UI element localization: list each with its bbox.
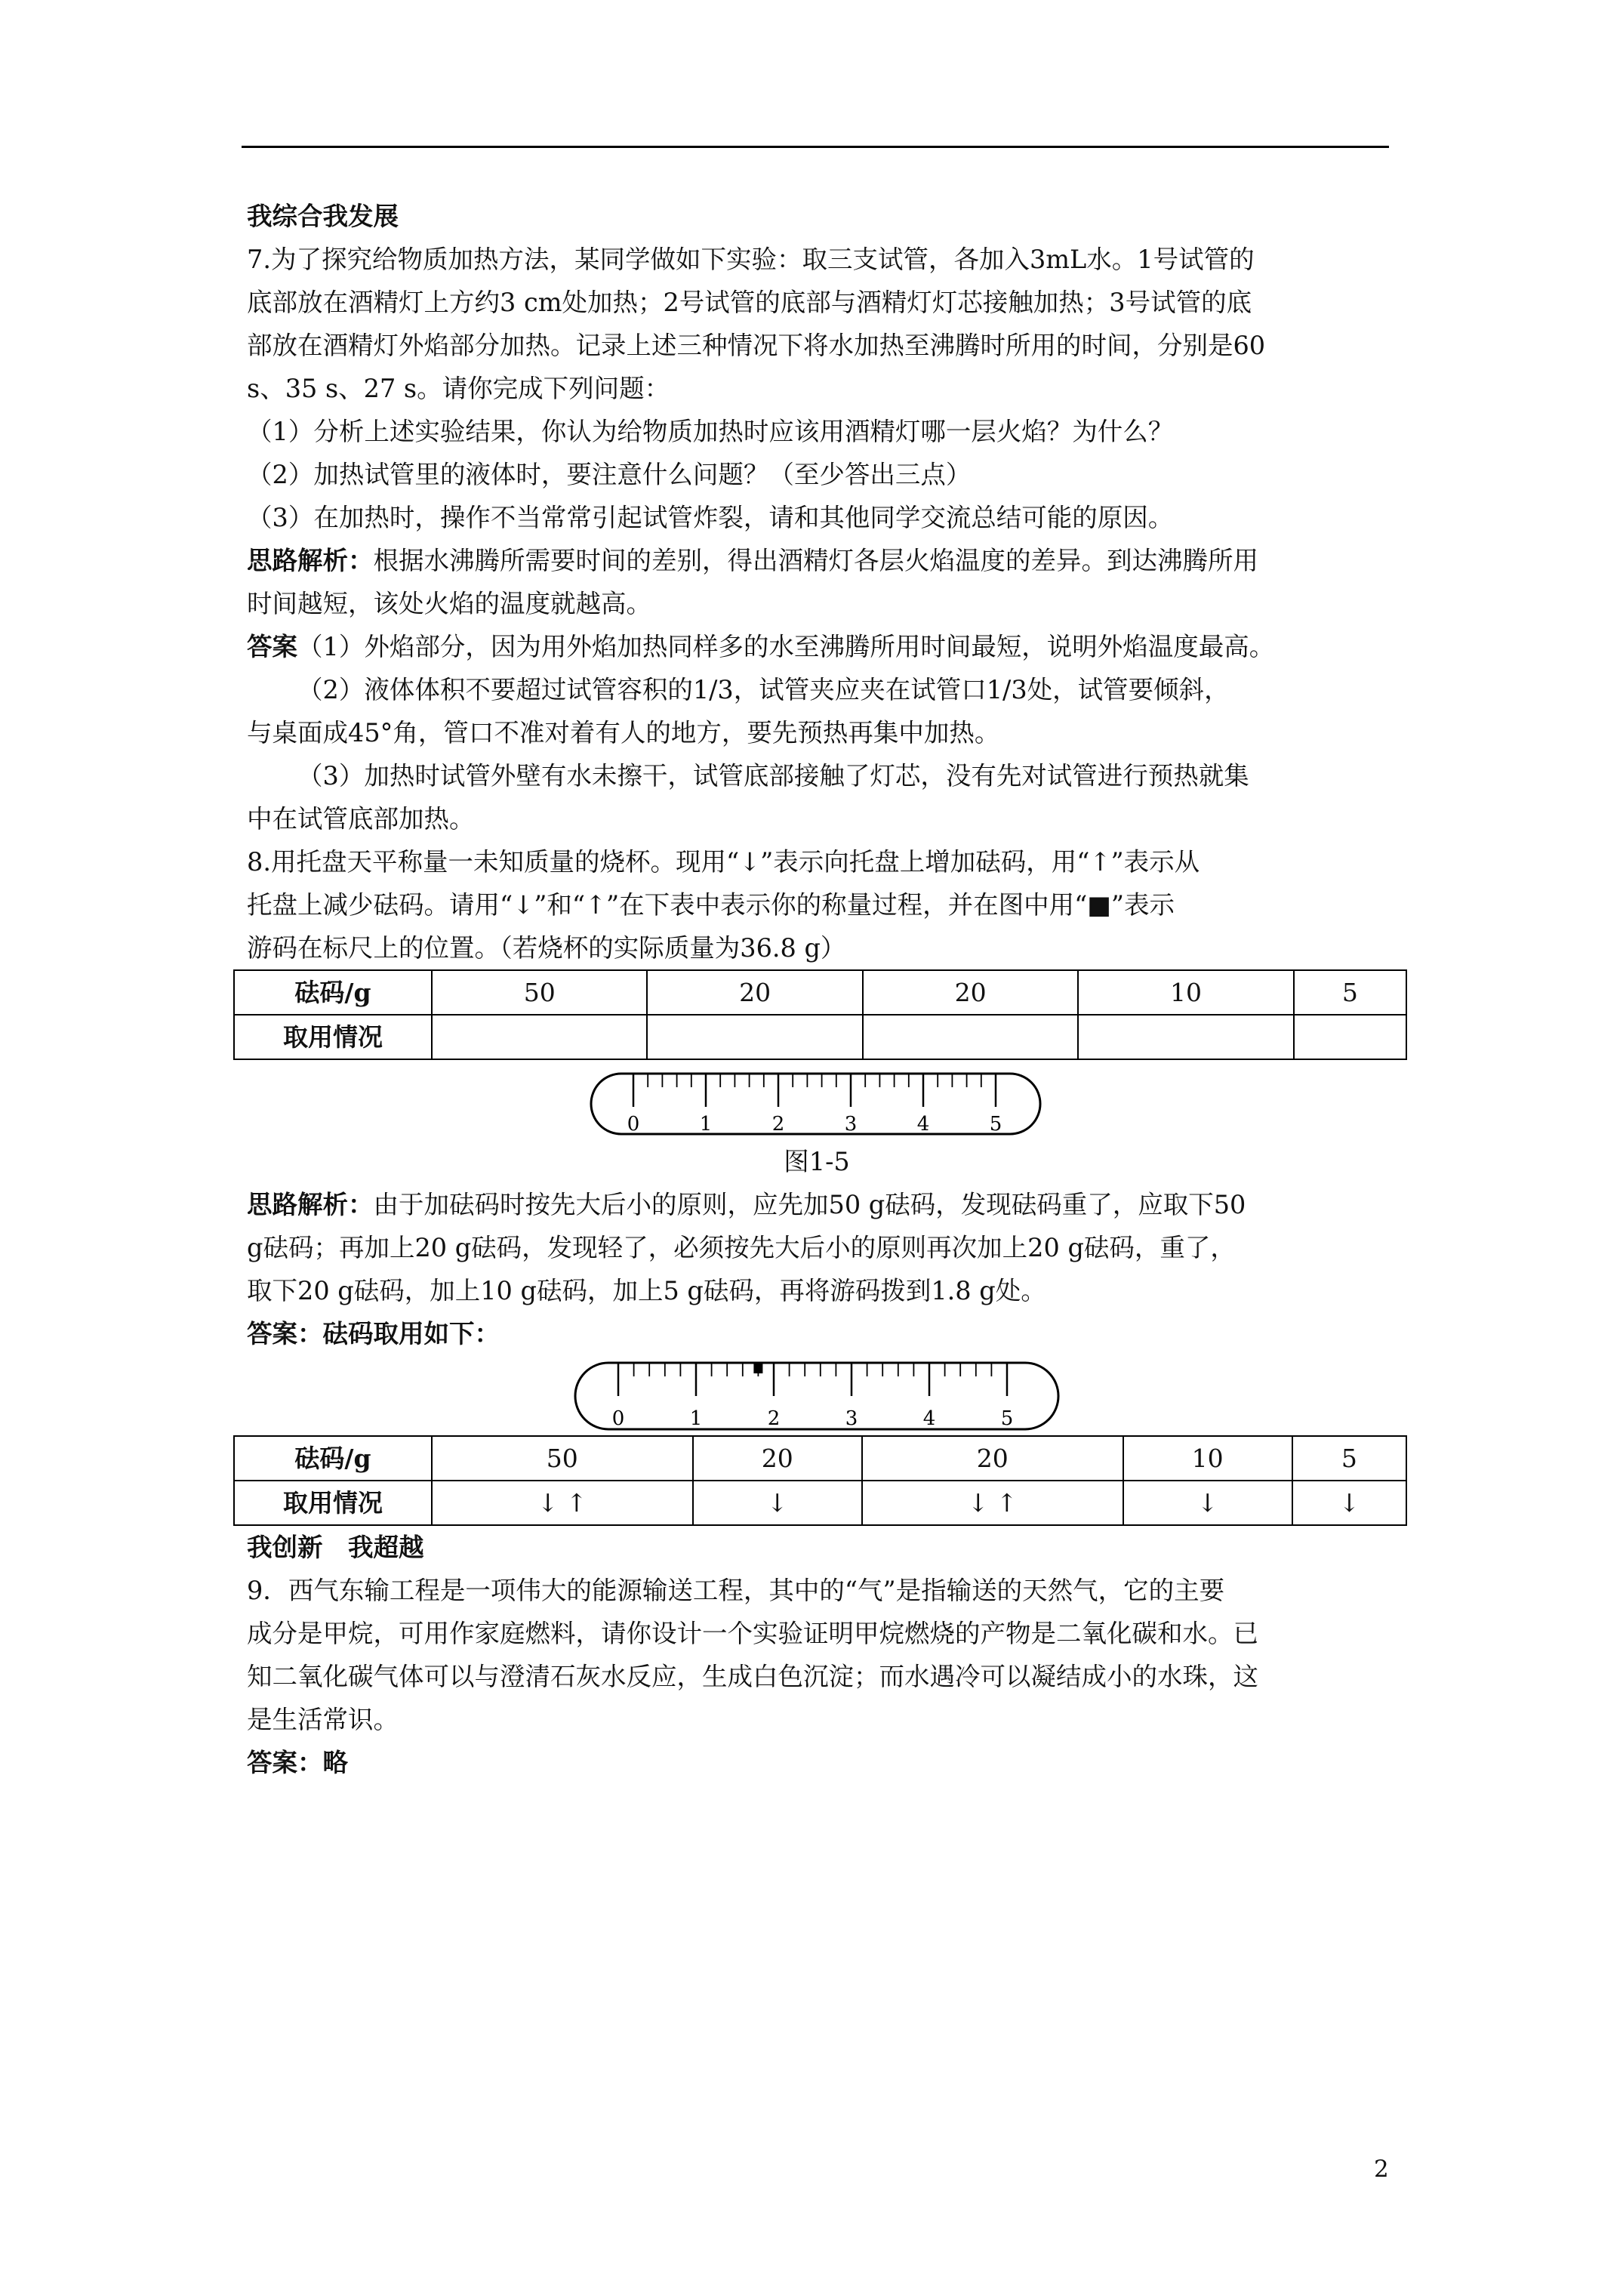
q7-line: 7.为了探究给物质加热方法，某同学做如下实验：取三支试管，各加入3mL水。1号试管的 xyxy=(247,245,1255,274)
usage-cell: ↓ ↑ xyxy=(432,1481,693,1525)
usage-cell-empty xyxy=(647,1015,862,1059)
ruler-diagram xyxy=(247,1060,1394,1140)
q7-line: 底部放在酒精灯上方约3 cm处加热；2号试管的底部与酒精灯灯芯接触加热；3号试管的底 xyxy=(247,288,1252,317)
analysis-label: 思路解析： xyxy=(247,546,374,575)
q8-line: 托盘上减少砝码。请用“↓”和“↑”在下表中表示你的称量过程，并在图中用“■”表示 xyxy=(247,890,1175,920)
table-row-label: 取用情况 xyxy=(234,1015,432,1059)
weight-cell: 20 xyxy=(862,1436,1123,1481)
usage-cell-empty xyxy=(1078,1015,1293,1059)
usage-cell: ↓ xyxy=(1292,1481,1406,1525)
weights-table-answer xyxy=(233,1435,1407,1526)
ruler-label: 4 xyxy=(916,1113,930,1136)
usage-cell-empty xyxy=(863,1015,1078,1059)
q9-line: 9．西气东输工程是一项伟大的能源输送工程，其中的“气”是指输送的天然气，它的主要 xyxy=(247,1576,1225,1605)
ruler-label: 2 xyxy=(767,1407,781,1430)
ruler-label: 0 xyxy=(611,1407,625,1430)
weight-cell: 20 xyxy=(863,970,1078,1015)
ruler-label: 5 xyxy=(1000,1407,1014,1430)
ruler-label: 2 xyxy=(771,1113,785,1136)
question-8 xyxy=(247,840,1394,1526)
table-header-cell: 砝码/g xyxy=(234,1436,432,1481)
weight-cell: 20 xyxy=(693,1436,862,1481)
ruler-labels xyxy=(627,1113,1002,1136)
q9-line: 成分是甲烷，可用作家庭燃料，请你设计一个实验证明甲烷燃烧的产物是二氧化碳和水。已 xyxy=(247,1619,1258,1648)
weight-cell: 5 xyxy=(1292,1436,1406,1481)
q7-answer-3-cont: 中在试管底部加热。 xyxy=(247,804,475,834)
q8-analysis-cont: 取下20 g砝码，加上10 g砝码，加上5 g砝码，再将游码拨到1.8 g处。 xyxy=(247,1276,1046,1305)
answer-label: 答案 xyxy=(247,632,297,661)
q7-answer-2-cont: 与桌面成45°角，管口不准对着有人的地方，要先预热再集中加热。 xyxy=(247,718,1000,747)
q7-answer-1: 答案（1）外焰部分，因为用外焰加热同样多的水至沸腾所用时间最短，说明外焰温度最高。 xyxy=(247,632,1275,661)
weight-cell: 10 xyxy=(1078,970,1293,1015)
q7-line: s、35 s、27 s。请你完成下列问题： xyxy=(247,374,670,403)
ruler-label: 5 xyxy=(989,1113,1002,1136)
rider-marker xyxy=(753,1363,762,1373)
header-rule xyxy=(242,146,1389,148)
q7-subquestion: （3）在加热时，操作不当常常引起试管炸裂，请和其他同学交流总结可能的原因。 xyxy=(247,503,1174,532)
usage-cell: ↓ ↑ xyxy=(862,1481,1123,1525)
usage-cell: ↓ xyxy=(693,1481,862,1525)
weight-cell: 50 xyxy=(432,970,647,1015)
ruler-ticks xyxy=(618,1363,1007,1396)
q7-analysis-cont: 时间越短，该处火焰的温度就越高。 xyxy=(247,589,651,618)
ruler-outline xyxy=(575,1363,1058,1429)
ruler-figure-blank xyxy=(247,1060,1394,1140)
weight-cell: 20 xyxy=(647,970,862,1015)
q7-answer-3: （3）加热时试管外壁有水未擦干，试管底部接触了灯芯，没有先对试管进行预热就集 xyxy=(297,761,1249,791)
q7-analysis: 思路解析：根据水沸腾所需要时间的差别，得出酒精灯各层火焰温度的差异。到达沸腾所用 xyxy=(247,546,1258,575)
ruler-figure-answer xyxy=(247,1355,1394,1435)
weight-cell: 5 xyxy=(1294,970,1406,1015)
weights-table-blank xyxy=(233,969,1407,1060)
figure-caption: 图1-5 xyxy=(784,1147,850,1176)
page-content xyxy=(247,195,1394,1784)
q8-answer-label: 答案：砝码取用如下： xyxy=(247,1319,500,1348)
q8-line: 游码在标尺上的位置。（若烧杯的实际质量为36.8 g） xyxy=(247,933,846,963)
ruler-label: 1 xyxy=(699,1113,713,1136)
section-title-comprehensive: 我综合我发展 xyxy=(247,202,399,231)
q9-line: 是生活常识。 xyxy=(247,1705,399,1734)
q8-line: 8.用托盘天平称量一未知质量的烧杯。现用“↓”表示向托盘上增加砝码，用“↑”表示从 xyxy=(247,847,1200,877)
page-number: 2 xyxy=(1374,2156,1389,2183)
ruler-outline xyxy=(591,1074,1040,1134)
ruler-ticks xyxy=(633,1074,996,1107)
weight-cell: 10 xyxy=(1123,1436,1292,1481)
q9-line: 知二氧化碳气体可以与澄清石灰水反应，生成白色沉淀；而水遇冷可以凝结成小的水珠，这 xyxy=(247,1662,1258,1691)
question-7 xyxy=(247,238,1394,840)
section-title-innovation: 我创新 我超越 xyxy=(247,1533,424,1562)
ruler-label: 1 xyxy=(689,1407,703,1430)
ruler-label: 3 xyxy=(845,1407,858,1430)
usage-cell: ↓ xyxy=(1123,1481,1292,1525)
q7-answer-2: （2）液体体积不要超过试管容积的1/3，试管夹应夹在试管口1/3处，试管要倾斜， xyxy=(297,675,1230,704)
q9-answer: 答案：略 xyxy=(247,1748,348,1777)
ruler-label: 4 xyxy=(922,1407,936,1430)
ruler-label: 3 xyxy=(844,1113,858,1136)
usage-cell-empty xyxy=(432,1015,647,1059)
q8-analysis-cont: g砝码；再加上20 g砝码，发现轻了，必须按先大后小的原则再次加上20 g砝码，重了， xyxy=(247,1233,1236,1262)
usage-cell-empty xyxy=(1294,1015,1406,1059)
table-row-label: 取用情况 xyxy=(234,1481,432,1525)
question-9 xyxy=(247,1569,1394,1784)
ruler-diagram-answer xyxy=(247,1355,1394,1435)
q7-subquestion: （1）分析上述实验结果，你认为给物质加热时应该用酒精灯哪一层火焰？为什么？ xyxy=(247,417,1174,446)
q7-line: 部放在酒精灯外焰部分加热。记录上述三种情况下将水加热至沸腾时所用的时间，分别是60 xyxy=(247,331,1266,360)
ruler-label: 0 xyxy=(627,1113,640,1136)
analysis-label: 思路解析： xyxy=(247,1190,374,1219)
q8-analysis: 思路解析：由于加砝码时按先大后小的原则，应先加50 g砝码，发现砝码重了，应取下50 xyxy=(247,1190,1246,1219)
ruler-labels xyxy=(612,1407,1014,1430)
weight-cell: 50 xyxy=(432,1436,693,1481)
table-header-cell: 砝码/g xyxy=(234,970,432,1015)
q7-subquestion: （2）加热试管里的液体时，要注意什么问题？（至少答出三点） xyxy=(247,460,972,489)
